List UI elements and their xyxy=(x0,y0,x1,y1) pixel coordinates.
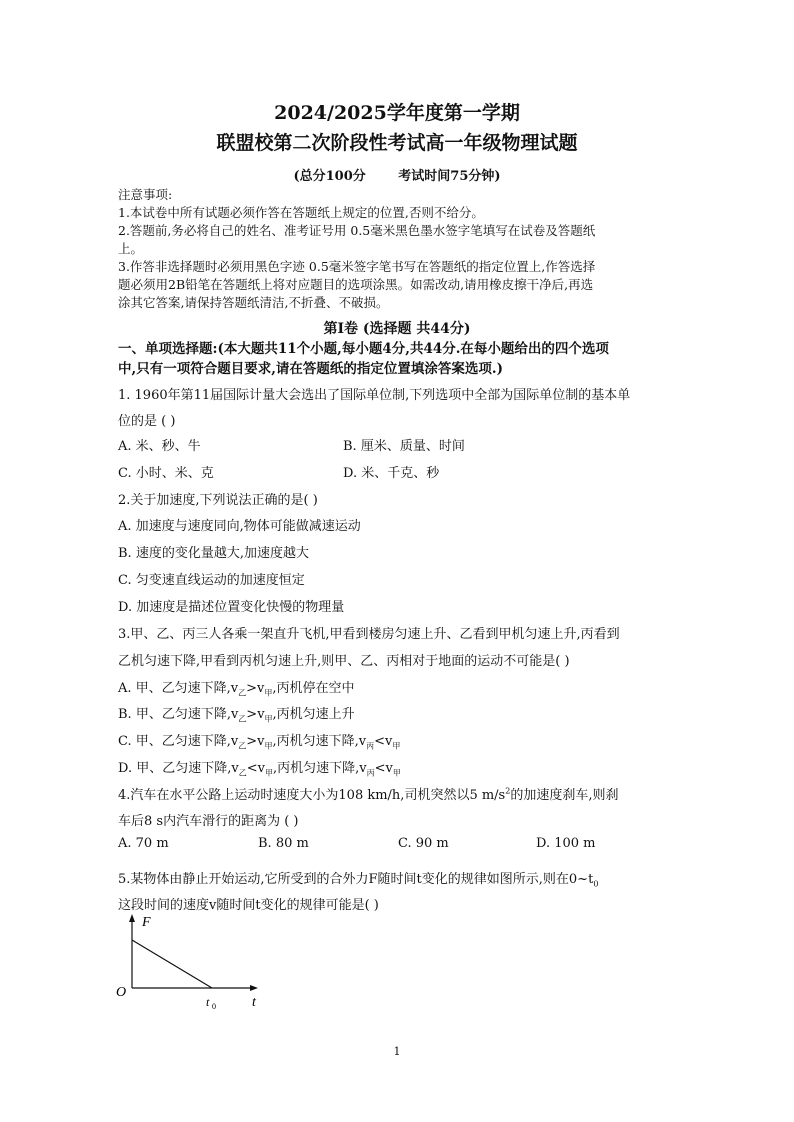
q2-option-c: C. 匀变速直线运动的加速度恒定 xyxy=(118,573,305,588)
q3-option-c: C. 甲、乙匀速下降$,v_乙>v_甲$,丙机匀速下降$,v_丙<v_甲$ xyxy=(118,734,401,751)
exam-time: 考试时间75分钟) xyxy=(398,169,501,184)
exam-term-title: 2024/2025学年度第一学期 xyxy=(274,102,520,124)
force-line xyxy=(132,940,212,988)
q4-stem-line-1: 4.汽车在水平公路上运动时速度大小为108 km/h,司机突然以5 $m/s^2$的加速度刹车,则刹 xyxy=(118,786,619,803)
exam-title: 联盟校第二次阶段性考试高一年级物理试题 xyxy=(216,132,578,154)
notes-block xyxy=(118,186,678,312)
note-2-line-1: 2.答题前,务必将自己的姓名、准考证号用 0.5毫米黑色墨水签字笔填写在试卷及答题纸 xyxy=(118,223,596,238)
q4-option-b: B. 80 m xyxy=(258,836,309,851)
q2-option-a: A. 加速度与速度同向,物体可能做减速运动 xyxy=(118,519,361,534)
q1-stem-line-2: 位的是 ( ) xyxy=(118,414,176,429)
note-3-line-3: 涂其它答案,请保持答题纸清洁,不折叠、不破损。 xyxy=(118,295,389,310)
q3-option-b: B. 甲、乙匀速下降$,v_乙>v_甲$,丙机匀速上升 xyxy=(118,707,355,724)
t0-label: t xyxy=(206,995,210,1009)
t0-subscript: 0 xyxy=(212,1002,216,1011)
q3-stem-line-1: 3.甲、乙、丙三人各乘一架直升飞机,甲看到楼房匀速上升、乙看到甲机匀速上升,丙看到 xyxy=(118,627,620,642)
note-1: 1.本试卷中所有试题必须作答在答题纸上规定的位置,否则不给分。 xyxy=(118,205,484,220)
t-axis-arrow-icon xyxy=(250,985,258,991)
q1-option-b: B. 厘米、质量、时间 xyxy=(343,439,465,454)
q1-stem-line-1: 1. 1960年第11届国际计量大会选出了国际单位制,下列选项中全部为国际单位制的基本单 xyxy=(118,388,631,403)
q1-option-d: D. 米、千克、秒 xyxy=(343,466,440,481)
note-3-line-1: 3.作答非选择题时必须用黑色字迹 0.5毫米签字笔书写在答题纸的指定位置上,作答选择 xyxy=(118,259,596,274)
q5-stem-line-1: 5.某物体由静止开始运动,它所受到的合外力F随时间t变化的规律如图所示,则在$0\sim t_0$ xyxy=(118,872,599,889)
q5-stem-line-2: 这段时间的速度v随时间t变化的规律可能是( ) xyxy=(118,898,379,913)
q1-option-c: C. 小时、米、克 xyxy=(118,466,214,481)
section-intro-line-1: 一、单项选择题:(本大题共11个小题,每小题4分,共44分.在每小题给出的四个选项 xyxy=(118,341,609,357)
q4-option-c: C. 90 m xyxy=(398,836,449,851)
q4-option-d: D. 100 m xyxy=(536,836,596,851)
q4-option-a: A. 70 m xyxy=(118,836,169,851)
section-title: 第Ⅰ卷 (选择题 共44分) xyxy=(323,321,471,337)
f-axis-arrow-icon xyxy=(129,914,135,922)
q3-stem-line-2: 乙机匀速下降,甲看到丙机匀速上升,则甲、乙、丙相对于地面的运动不可能是( ) xyxy=(118,654,570,669)
q3-option-d: D. 甲、乙匀速下降$,v_乙<v_甲$,丙机匀速下降$,v_丙<v_甲$ xyxy=(118,761,401,778)
t-axis-label: t xyxy=(252,995,256,1010)
note-2-line-2: 上。 xyxy=(118,241,144,256)
q4-stem-line-2: 车后8 s内汽车滑行的距离为 ( ) xyxy=(118,814,299,829)
q1-option-a: A. 米、秒、牛 xyxy=(118,439,201,454)
note-3-line-2: 题必须用2B铅笔在答题纸上将对应题目的选项涂黑。如需改动,请用橡皮擦干净后,再选 xyxy=(118,277,594,292)
exam-meta xyxy=(0,165,794,184)
section-intro xyxy=(118,339,678,379)
page-number: 1 xyxy=(393,1045,401,1058)
f-axis-label: F xyxy=(142,915,151,930)
force-time-graph xyxy=(112,910,262,1015)
section-intro-line-2: 中,只有一项符合题目要求,请在答题纸的指定位置填涂答案选项.) xyxy=(118,361,503,377)
notes-heading: 注意事项: xyxy=(118,187,173,202)
q2-option-d: D. 加速度是描述位置变化快慢的物理量 xyxy=(118,600,345,615)
origin-label: O xyxy=(116,985,127,1000)
q3-option-a: A. 甲、乙匀速下降$,v_乙>v_甲$,丙机停在空中 xyxy=(118,681,355,698)
total-score: (总分100分 xyxy=(293,169,366,184)
q2-option-b: B. 速度的变化量越大,加速度越大 xyxy=(118,546,309,561)
q2-stem: 2.关于加速度,下列说法正确的是( ) xyxy=(118,493,318,508)
